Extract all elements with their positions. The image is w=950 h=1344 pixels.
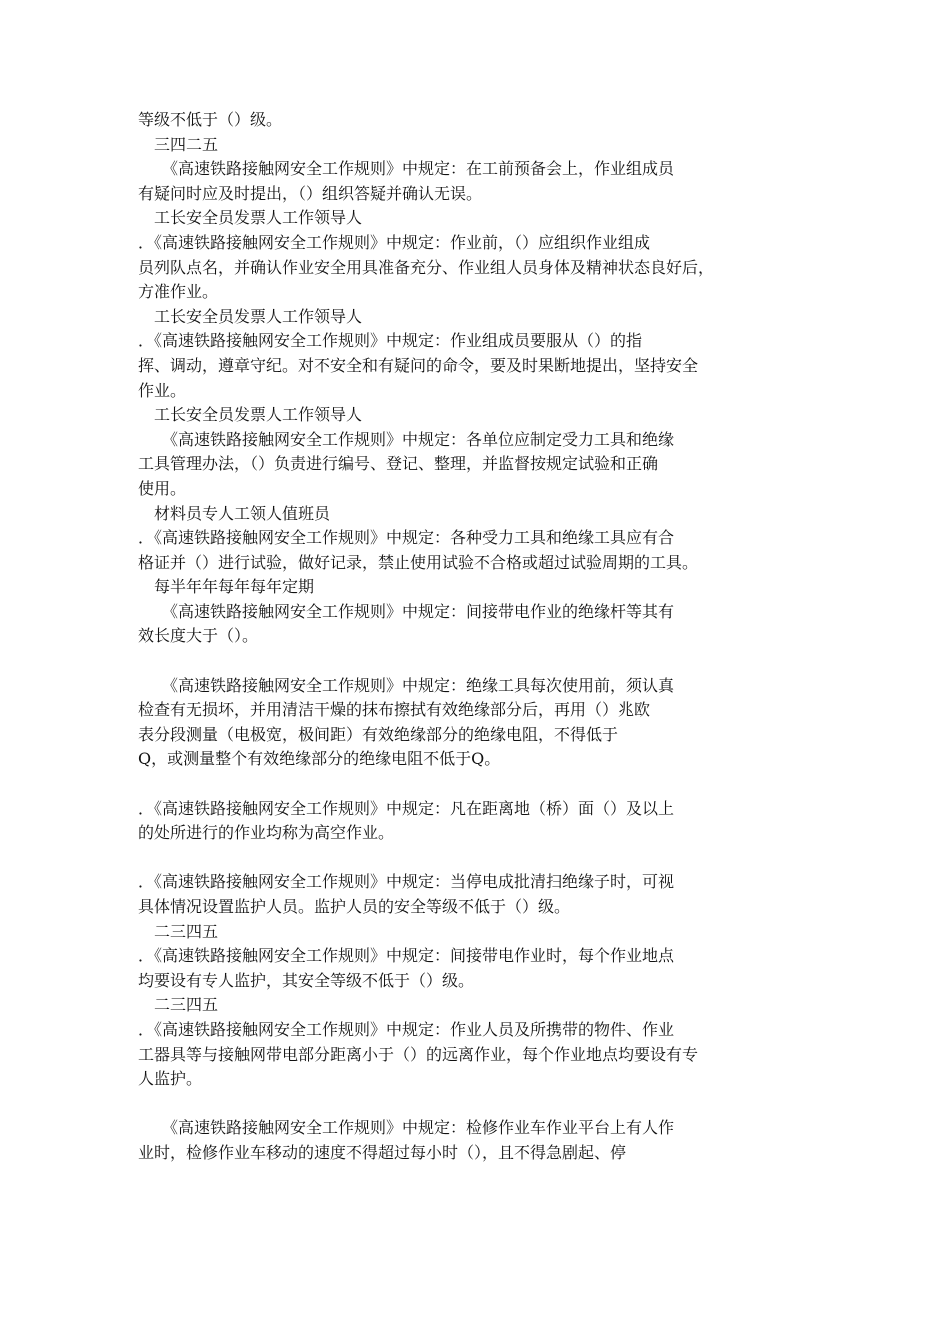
blank-line — [138, 846, 828, 871]
text-line: 《高速铁路接触网安全工作规则》中规定：绝缘工具每次使用前，须认真 — [138, 675, 675, 695]
text-line: 格证并（）进行试验，做好记录，禁止使用试验不合格或超过试验周期的工具。 — [138, 552, 699, 572]
text-line: 二三四五 — [138, 921, 219, 941]
text-line: 工器具等与接触网带电部分距离小于（）的远离作业，每个作业地点均要设有专 — [138, 1044, 699, 1064]
text-line: ．《高速铁路接触网安全工作规则》中规定：当停电成批清扫绝缘子时，可视 — [138, 872, 675, 892]
text-line: 《高速铁路接触网安全工作规则》中规定：间接带电作业的绝缘杆等其有 — [138, 601, 675, 621]
text-line: 二三四五 — [138, 995, 219, 1015]
blank-line — [138, 772, 828, 797]
text-line: 《高速铁路接触网安全工作规则》中规定：检修作业车作业平台上有人作 — [138, 1118, 675, 1138]
text-line: 员列队点名，并确认作业安全用具准备充分、作业组人员身体及精神状态良好后， — [138, 257, 715, 277]
text-line: 均要设有专人监护，其安全等级不低于（）级。 — [138, 970, 475, 990]
text-line: 材料员专人工领人值班员 — [138, 503, 331, 523]
text-line: 《高速铁路接触网安全工作规则》中规定：在工前预备会上，作业组成员 — [138, 159, 675, 179]
text-line: 工具管理办法，（）负责进行编号、登记、整理，并监督按规定试验和正确 — [138, 454, 659, 474]
text-line: 《高速铁路接触网安全工作规则》中规定：各单位应制定受力工具和绝缘 — [138, 429, 675, 449]
text-line: ．《高速铁路接触网安全工作规则》中规定：作业人员及所携带的物件、作业 — [138, 1019, 675, 1039]
text-line: 人监护。 — [138, 1069, 203, 1089]
text-line: 的处所进行的作业均称为高空作业。 — [138, 823, 395, 843]
text-line: ．《高速铁路接触网安全工作规则》中规定：作业组成员要服从（）的指 — [138, 331, 643, 351]
text-line: ．《高速铁路接触网安全工作规则》中规定：间接带电作业时，每个作业地点 — [138, 946, 675, 966]
text-line: 三四二五 — [138, 134, 219, 154]
text-line: 工长安全员发票人工作领导人 — [138, 306, 363, 326]
text-line: ．《高速铁路接触网安全工作规则》中规定：凡在距离地（桥）面（）及以上 — [138, 798, 675, 818]
blank-line — [138, 649, 828, 674]
text-line: 每半年年每年每年定期 — [138, 577, 315, 597]
text-line: 挥、调动，遵章守纪。对不安全和有疑问的命令，要及时果断地提出，坚持安全 — [138, 355, 699, 375]
text-line: Q，或测量整个有效绝缘部分的绝缘电阻不低于Q。 — [138, 749, 501, 769]
text-line: 检查有无损坏，并用清洁干燥的抹布擦拭有效绝缘部分后，再用（）兆欧 — [138, 700, 651, 720]
text-line: 工长安全员发票人工作领导人 — [138, 208, 363, 228]
text-line: 作业。 — [138, 380, 187, 400]
blank-line — [138, 1092, 828, 1117]
text-line: ．《高速铁路接触网安全工作规则》中规定：作业前，（）应组织作业组成 — [138, 232, 651, 252]
text-line: 效长度大于（）。 — [138, 626, 259, 646]
text-line: ．《高速铁路接触网安全工作规则》中规定：各种受力工具和绝缘工具应有合 — [138, 528, 675, 548]
text-line: 工长安全员发票人工作领导人 — [138, 405, 363, 425]
text-line: 业时，检修作业车移动的速度不得超过每小时（），且不得急剧起、停 — [138, 1142, 627, 1162]
text-line: 有疑问时应及时提出，（）组织答疑并确认无误。 — [138, 183, 483, 203]
text-line: 具体情况设置监护人员。监护人员的安全等级不低于（）级。 — [138, 897, 571, 916]
text-line: 等级不低于（）级。 — [138, 110, 283, 129]
document-page — [138, 108, 828, 1166]
text-line: 表分段测量（电极宽，极间距）有效绝缘部分的绝缘电阻，不得低于 — [138, 724, 619, 744]
text-line: 使用。 — [138, 478, 187, 498]
text-line: 方准作业。 — [138, 282, 219, 302]
